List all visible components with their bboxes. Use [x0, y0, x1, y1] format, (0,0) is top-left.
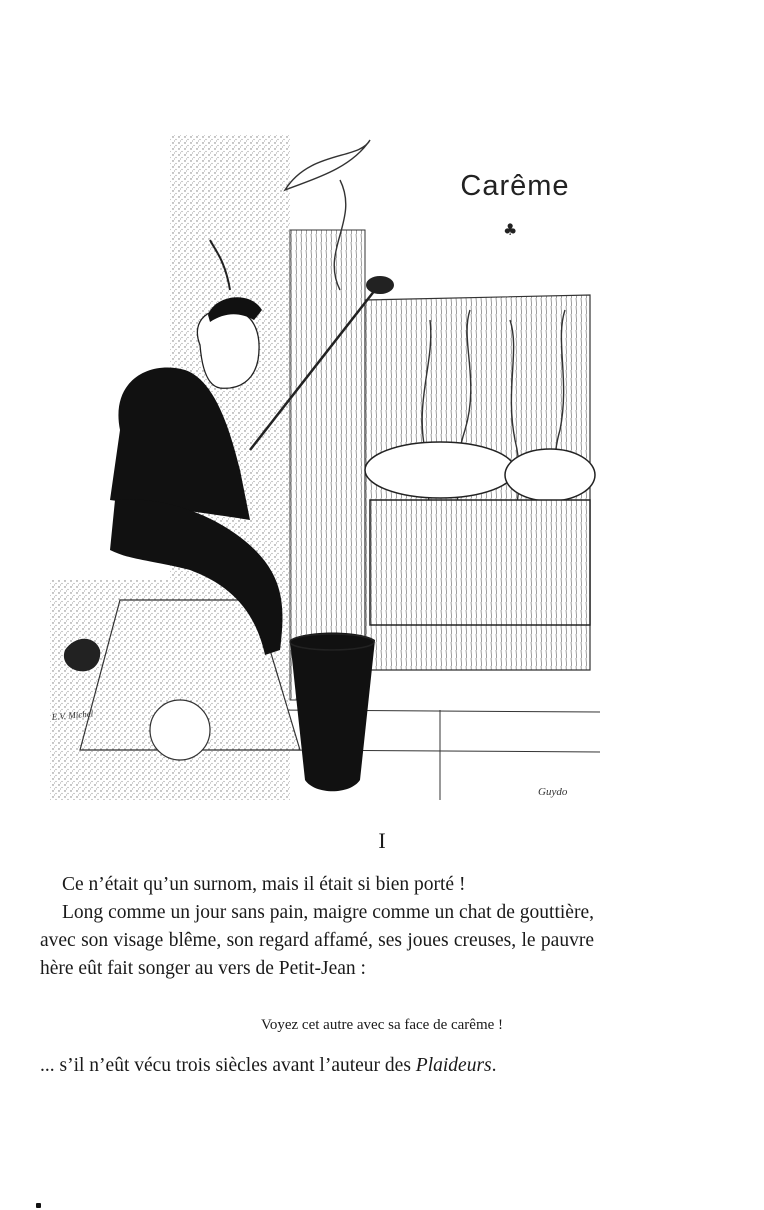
svg-text:E.V. Michel: E.V. Michel [51, 708, 94, 722]
verse-quote: Voyez cet autre avec sa face de carême ! [260, 1017, 504, 1033]
paragraph-second: Long comme un jour sans pain, maigre comme un chat de gouttière, avec son visage blême, son regard affamé, ses joues creuses, le pauvre hère eût fait songer au vers de Petit-Jean : [40, 902, 594, 979]
paragraph-third-end: . [491, 1055, 497, 1076]
cook-at-hearth-engraving-icon [40, 130, 605, 810]
club-ornament-icon: ♣ [503, 220, 518, 239]
print-speck [36, 1203, 41, 1208]
chapter-numeral: I [378, 828, 386, 853]
paragraph-first: Ce n’était qu’un surnom, mais il était si bien porté ! [62, 874, 466, 895]
paragraph-third-text: ... s’il n’eût vécu trois siècles avant l’auteur des [40, 1055, 416, 1076]
work-title: Plaideurs [415, 1055, 492, 1076]
svg-text:Guydo: Guydo [538, 786, 568, 798]
chapter-title: Carême [460, 170, 570, 202]
chapter-illustration [40, 130, 605, 810]
paragraph-third [40, 1052, 594, 1080]
